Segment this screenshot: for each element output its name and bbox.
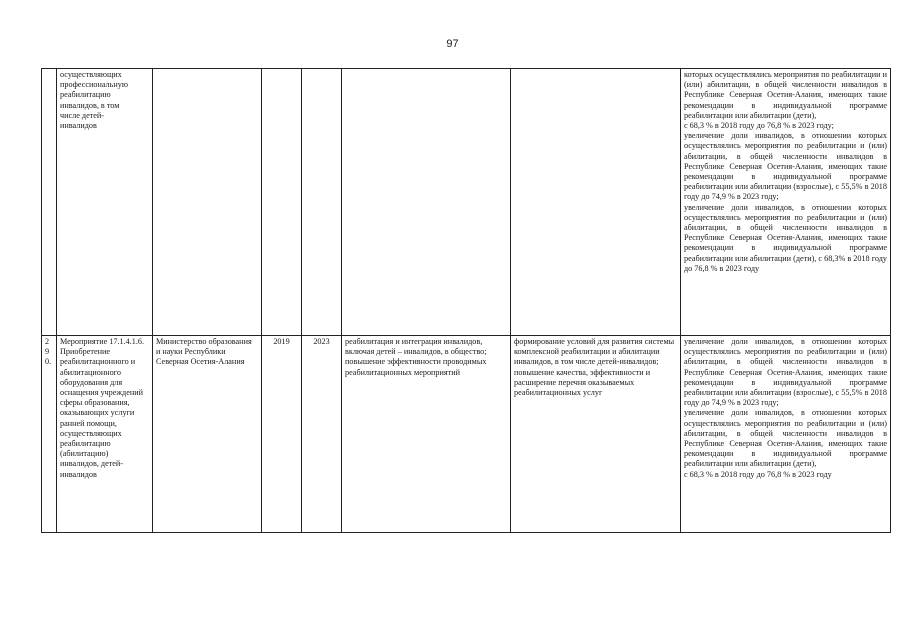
measure-name: осуществляющих профессиональную реабилитацию инвалидов, в том числе детей- инвалидов xyxy=(57,69,153,336)
executor xyxy=(153,69,262,336)
table-row xyxy=(42,336,891,533)
end-year: 2023 xyxy=(302,336,342,533)
measure-name: Мероприятие 17.1.4.1.6. Приобретение реабилитационного и абилитационного оборудования для оснащения учреждений сферы образования, оказывающих услуги ранней помощи, осуществляющих реабилитацию (абилитацию) инвалидов, детей-инвалидов xyxy=(57,336,153,533)
expected-result xyxy=(342,69,511,336)
row-number: 290. xyxy=(42,336,57,533)
table-row xyxy=(42,69,891,336)
row-number xyxy=(42,69,57,336)
start-year: 2019 xyxy=(262,336,302,533)
indicators: которых осуществлялись мероприятия по реабилитации и (или) абилитации, в общей численности инвалидов в Республике Северная Осетия-Алания, имеющих такие рекомендации в индивидуальной программе реабилитации или абилитации (дети), с 68,3 % в 2018 году до 76,8 % в 2023 году; увеличение доли инвалидов, в отношении которых осуществлялись мероприятия по реабилитации и (или) абилитации, в общей численности инвалидов в Республике Северная Осетия-Алания, имеющих такие рекомендации в индивидуальной программе реабилитации или абилитации (взрослые), с 55,5% в 2018 году до 74,9 % в 2023 году; увеличение доли инвалидов, в отношении которых осуществлялись мероприятия по реабилитации и (или) абилитации, в общей численности инвалидов в Республике Северная Осетия-Алания, имеющих такие рекомендации в индивидуальной программе реабилитации или абилитации (дети), с 68,3% в 2018 году до 76,8 % в 2023 году xyxy=(681,69,891,336)
executor: Министерство образования и науки Республики Северная Осетия-Алания xyxy=(153,336,262,533)
start-year xyxy=(262,69,302,336)
expected-result: реабилитация и интеграция инвалидов, включая детей – инвалидов, в общество; повышение эффективности проводимых реабилитационных мероприятий xyxy=(342,336,511,533)
page-number: 97 xyxy=(446,38,459,50)
indicators: увеличение доли инвалидов, в отношении которых осуществлялись мероприятия по реабилитации и (или) абилитации, в общей численности инвалидов в Республике Северная Осетия-Алания, имеющих такие рекомендации в индивидуальной программе реабилитации или абилитации (взрослые), с 55,5% в 2018 году до 74,9 % в 2023 году; увеличение доли инвалидов, в отношении которых осуществлялись мероприятия по реабилитации и (или) абилитации, в общей численности инвалидов в Республике Северная Осетия-Алания, имеющих такие рекомендации в индивидуальной программе реабилитации или абилитации (дети), с 68,3 % в 2018 году до 76,8 % в 2023 году xyxy=(681,336,891,533)
program-link xyxy=(511,69,681,336)
end-year xyxy=(302,69,342,336)
program-link: формирование условий для развития системы комплексной реабилитации и абилитации инвалидов, в том числе детей-инвалидов; повышение качества, эффективности и расширение перечня оказываемых реабилитационных услуг xyxy=(511,336,681,533)
program-table xyxy=(41,68,891,533)
